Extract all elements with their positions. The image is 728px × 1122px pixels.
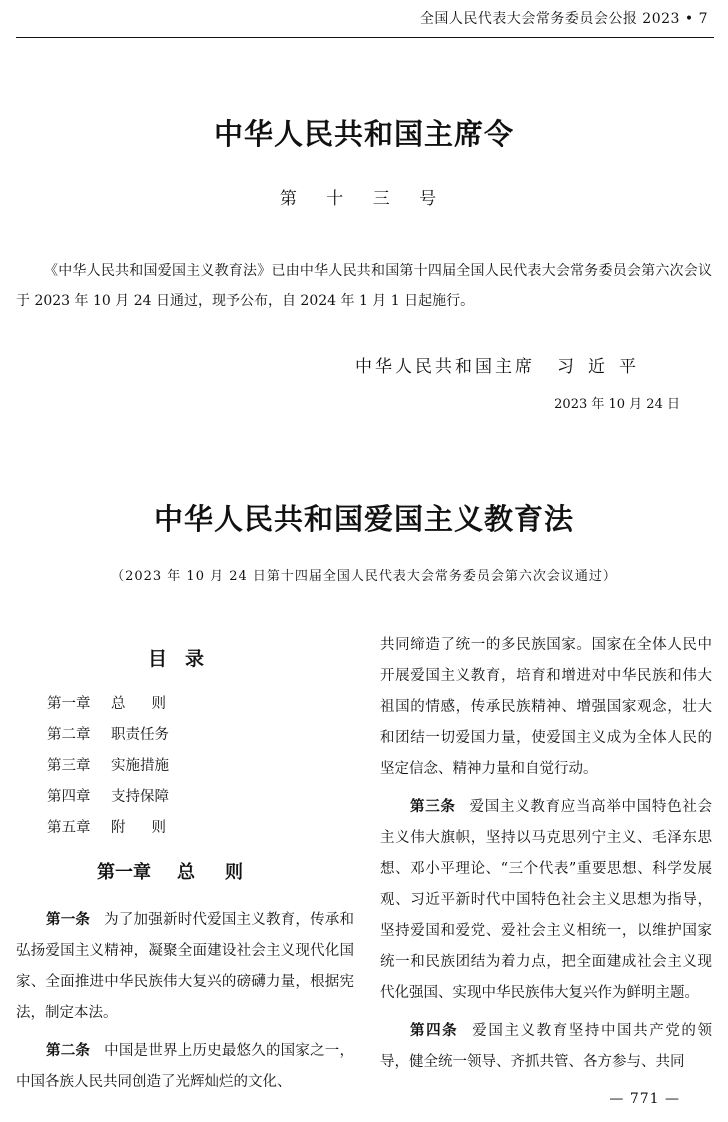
- header-text: 全国人民代表大会常务委员会公报 2023 • 7: [419, 11, 708, 27]
- signer-name: 习近平: [557, 357, 650, 377]
- law-title: 中华人民共和国爱国主义教育法: [153, 502, 574, 536]
- promulgation-text: 《中华人民共和国爱国主义教育法》已由中华人民共和国第十四届全国人民代表大会常务委员会第六次会议于 2023 年 10 月 24 日通过，现予公布，自 2024 年 1 月 1 日起施行。: [16, 263, 712, 309]
- article-text: 爱国主义教育应当高举中国特色社会主义伟大旗帜，坚持以马克思列宁主义、毛泽东思想、邓小平理论、“三个代表”重要思想、科学发展观、习近平新时代中国特色社会主义思想为指导，坚持爱国和爱党、爱社会主义相统一，以维护国家统一和民族团结为着力点，把全面建成社会主义现代化强国、实现中华民族伟大复兴作为鲜明主题。: [380, 799, 713, 1001]
- article-4: [380, 1015, 712, 1078]
- chapter-title: 总则: [177, 862, 273, 883]
- law-subtitle: （2023 年 10 月 24 日第十四届全国人民代表大会常务委员会第六次会议通过）: [111, 569, 617, 584]
- toc-list: [16, 689, 354, 844]
- toc-item: [16, 720, 354, 751]
- toc-chapter: 第一章: [47, 696, 91, 712]
- toc-item: [16, 689, 354, 720]
- article-3: [380, 791, 712, 1009]
- article-number: 第二条: [46, 1042, 91, 1059]
- page-number: — 771 —: [609, 1091, 680, 1107]
- toc-item: [16, 782, 354, 813]
- article-1: [16, 904, 354, 1029]
- toc-chapter-title: 职责任务: [111, 727, 169, 743]
- article-number: 第四条: [410, 1022, 459, 1039]
- signature-date: 2023 年 10 月 24 日: [554, 397, 680, 412]
- article-text: 中国是世界上历史最悠久的国家之一，中国各族人民共同创造了光辉灿烂的文化、: [16, 1043, 355, 1090]
- left-column: [16, 630, 354, 1104]
- toc-chapter-title: 总则: [111, 696, 192, 712]
- article-text: 爱国主义教育坚持中国共产党的领导，健全统一领导、齐抓共管、各方参与、共同: [380, 1023, 712, 1070]
- article-2-continued: 共同缔造了统一的多民族国家。国家在全体人民中开展爱国主义教育，培育和增进对中华民族和伟大祖国的情感，传承民族精神、增强国家观念，壮大和团结一切爱国力量，使爱国主义成为全体人民的坚定信念、精神力量和自觉行动。: [380, 637, 712, 777]
- toc-title: 目录: [147, 648, 222, 670]
- chapter-label: 第一章: [97, 862, 151, 883]
- article-2: [16, 1035, 354, 1098]
- toc-chapter-title: 支持保障: [111, 789, 169, 805]
- toc-chapter: 第二章: [47, 727, 91, 743]
- toc-item: [16, 813, 354, 844]
- order-number: 第 十 三 号: [279, 189, 449, 209]
- article-number: 第三条: [410, 798, 456, 815]
- order-title: 中华人民共和国主席令: [213, 117, 514, 151]
- article-text: 为了加强新时代爱国主义教育，传承和弘扬爱国主义精神，凝聚全面建设社会主义现代化国家、全面推进中华民族伟大复兴的磅礴力量，根据宪法，制定本法。: [16, 912, 355, 1021]
- toc-chapter: 第三章: [47, 758, 91, 774]
- toc-chapter-title: 实施措施: [111, 758, 169, 774]
- chapter-heading: [16, 858, 354, 884]
- toc-chapter: 第四章: [47, 789, 91, 805]
- right-column: [380, 630, 712, 1084]
- toc-chapter: 第五章: [47, 820, 91, 836]
- signer-title: 中华人民共和国主席: [355, 357, 535, 377]
- toc-item: [16, 751, 354, 782]
- signature-line: [355, 352, 650, 377]
- header-rule: [16, 37, 714, 38]
- toc-chapter-title: 附则: [111, 820, 192, 836]
- article-number: 第一条: [46, 911, 91, 928]
